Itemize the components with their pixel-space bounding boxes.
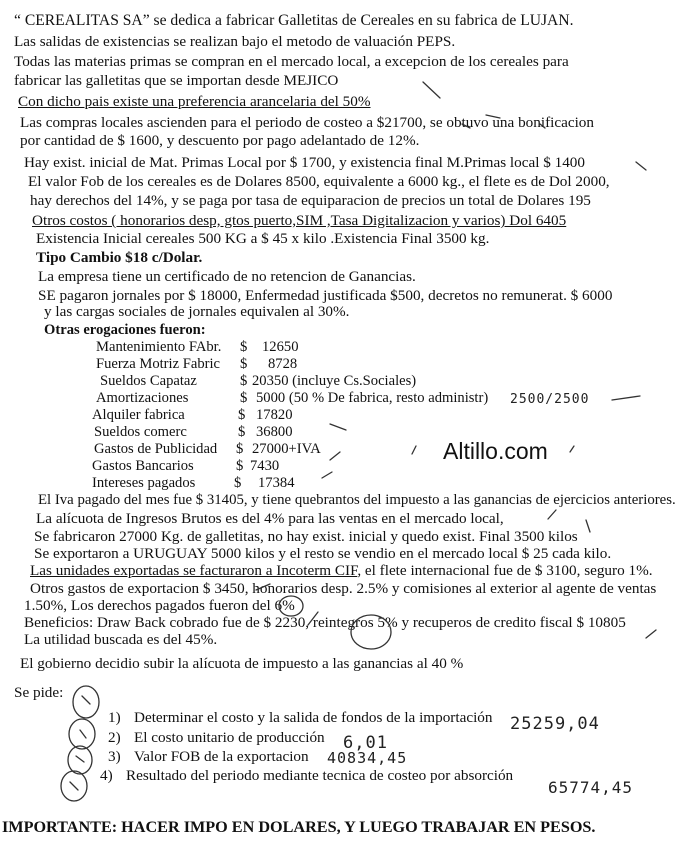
- expense-label: Mantenimiento FAbr.: [96, 339, 222, 355]
- circle-marker: [68, 746, 92, 774]
- purchases-line: hay derechos del 14%, y se paga por tasa de equiparacion de precios un total de Dolares 195: [30, 192, 591, 209]
- expense-value: 20350 (incluye Cs.Sociales): [252, 373, 417, 389]
- check-mark: [330, 452, 340, 460]
- initial-stock-line: Existencia Inicial cereales 500 KG a $ 45 x kilo .Existencia Final 3500 kg.: [36, 230, 490, 247]
- expense-label: Alquiler fabrica: [92, 407, 185, 423]
- incoterm-underlined: Las unidades exportadas se facturaron a Incoterm CIF: [30, 562, 358, 579]
- expense-currency: $: [234, 475, 242, 491]
- circle-marker: [69, 719, 95, 749]
- handwritten-answer: 25259,04: [510, 714, 600, 734]
- check-mark: [540, 124, 545, 128]
- intro-line: Las salidas de existencias se realizan bajo el metodo de valuación PEPS.: [14, 33, 456, 50]
- expense-value: 8728: [268, 356, 298, 372]
- ask-number: 1): [108, 709, 121, 726]
- check-mark: [322, 472, 332, 478]
- circle-6-percent: [279, 596, 303, 616]
- intro-line: Todas las materias primas se compran en el mercado local, a excepcion de los cereales para: [14, 53, 569, 70]
- check-mark: [330, 424, 346, 430]
- ask-text: Valor FOB de la exportacion: [134, 748, 309, 765]
- tax-line: El Iva pagado del mes fue $ 31405, y tiene quebrantos del impuesto a las ganancias de ejercicios anteriores.: [38, 492, 676, 508]
- export-line: Otros gastos de exportacion $ 3450, honorarios desp. 2.5% y comisiones al exterior al agente de ventas: [30, 580, 657, 597]
- tax-line: La alícuota de Ingresos Brutos es del 4% para las ventas en el mercado local,: [36, 510, 504, 527]
- tax-change-line: El gobierno decidio subir la alícuota de impuesto a las ganancias al 40 %: [20, 655, 464, 672]
- exchange-rate-line: Tipo Cambio $18 c/Dolar.: [36, 249, 203, 266]
- check-mark: [548, 510, 556, 519]
- intro-line: “ CEREALITAS SA” se dedica a fabricar Galletitas de Cereales en su fabrica de LUJAN.: [14, 12, 574, 29]
- labor-line: La empresa tiene un certificado de no retencion de Ganancias.: [38, 268, 416, 285]
- export-line-rest: , el flete internacional fue de $ 3100, seguro 1%.: [357, 562, 653, 579]
- labor-line: SE pagaron jornales por $ 18000, Enfermedad justificada $500, decretos no remunerat. $ 6000: [38, 287, 613, 304]
- circle-marker: [73, 686, 99, 718]
- check-mark: [462, 124, 470, 128]
- ask-text: Resultado del periodo mediante tecnica de costeo por absorción: [126, 767, 514, 784]
- expense-label: Fuerza Motriz Fabric: [96, 356, 221, 372]
- expense-currency: $: [240, 356, 248, 372]
- important-note: IMPORTANTE: HACER IMPO EN DOLARES, Y LUEGO TRABAJAR EN PESOS.: [2, 818, 596, 836]
- expense-currency: $: [236, 441, 244, 457]
- ask-text: Determinar el costo y la salida de fondos de la importación: [134, 709, 493, 726]
- expense-currency: $: [238, 407, 246, 423]
- check-mark: [308, 612, 318, 625]
- expense-label: Intereses pagados: [92, 475, 196, 491]
- ask-number: 4): [100, 767, 113, 784]
- check-mark: [646, 630, 656, 638]
- circle-inner-strokes: [70, 696, 90, 790]
- ask-text: El costo unitario de producción: [134, 729, 325, 746]
- expense-currency: $: [240, 339, 248, 355]
- watermark-brand: Altillo.com: [443, 438, 548, 464]
- check-mark: [423, 82, 440, 98]
- other-costs-line: Otros costos ( honorarios desp, gtos puerto,SIM ,Tasa Digitalizacion y varios) Dol 6405: [32, 212, 567, 229]
- expense-currency: $: [240, 390, 248, 406]
- expense-value: 5000 (50 % De fabrica, resto administr): [256, 390, 489, 406]
- profit-line: La utilidad buscada es del 45%.: [24, 631, 218, 648]
- ask-number: 2): [108, 729, 121, 746]
- expense-label: Gastos Bancarios: [92, 458, 194, 474]
- purchases-line: por cantidad de $ 1600, y descuento por pago adelantado de 12%.: [20, 132, 420, 149]
- tax-line: Se fabricaron 27000 Kg. de galletitas, no hay exist. inicial y quedo exist. Final 3500 kilos: [34, 528, 578, 545]
- check-mark: [570, 446, 574, 452]
- expense-label: Amortizaciones: [96, 390, 189, 406]
- check-mark: [486, 115, 500, 118]
- check-mark: [636, 162, 646, 170]
- purchases-line: Las compras locales ascienden para el periodo de costeo a $21700, se obtuvo una bonificacion: [20, 114, 594, 131]
- expense-label: Sueldos Capataz: [100, 373, 197, 389]
- handwritten-answer: 6,01: [343, 733, 388, 753]
- handwritten-answer: 40834,45: [327, 749, 408, 767]
- ask-number: 3): [108, 748, 121, 765]
- expense-value: 36800: [256, 424, 293, 440]
- expense-value: 27000+IVA: [252, 441, 321, 457]
- expense-label: Gastos de Publicidad: [94, 441, 218, 457]
- check-mark: [612, 396, 640, 400]
- handwritten-answer: 65774,45: [548, 778, 634, 797]
- benefits-line: Beneficios: Draw Back cobrado fue de $ 2230, reintegros 5% y recuperos de credito fiscal $ 10805: [24, 614, 626, 631]
- expense-currency: $: [238, 424, 246, 440]
- purchases-line: Hay exist. inicial de Mat. Primas Local por $ 1700, y existencia final M.Primas local $ 1400: [24, 154, 585, 171]
- purchases-line: El valor Fob de los cereales es de Dolares 8500, equivalente a 6000 kg., el flete es de Dol 2000,: [28, 173, 610, 190]
- intro-line: fabricar las galletitas que se importan desde MEJICO: [14, 72, 339, 89]
- export-line: 1.50%, Los derechos pagados fueron del 6%: [24, 597, 295, 614]
- labor-line: y las cargas sociales de jornales equivalen al 30%.: [44, 303, 350, 320]
- check-mark: [586, 520, 590, 532]
- circle-5-percent: [351, 615, 391, 649]
- expense-currency: $: [240, 373, 248, 389]
- expense-value: 12650: [262, 339, 299, 355]
- check-mark: [256, 584, 270, 590]
- expense-value: 7430: [250, 458, 280, 474]
- expense-value: 17820: [256, 407, 293, 423]
- expense-currency: $: [236, 458, 244, 474]
- asks-title: Se pide:: [14, 684, 64, 701]
- expense-value: 17384: [258, 475, 295, 491]
- handwritten-amortization-note: 2500/2500: [510, 392, 590, 407]
- expense-label: Sueldos comerc: [94, 424, 187, 440]
- expenses-title: Otras erogaciones fueron:: [44, 322, 206, 338]
- check-mark: [412, 446, 416, 454]
- tax-line: Se exportaron a URUGUAY 5000 kilos y el resto se vendio en el mercado local $ 25 cada kilo.: [34, 545, 612, 562]
- preference-line: Con dicho pais existe una preferencia arancelaria del 50%: [18, 93, 371, 110]
